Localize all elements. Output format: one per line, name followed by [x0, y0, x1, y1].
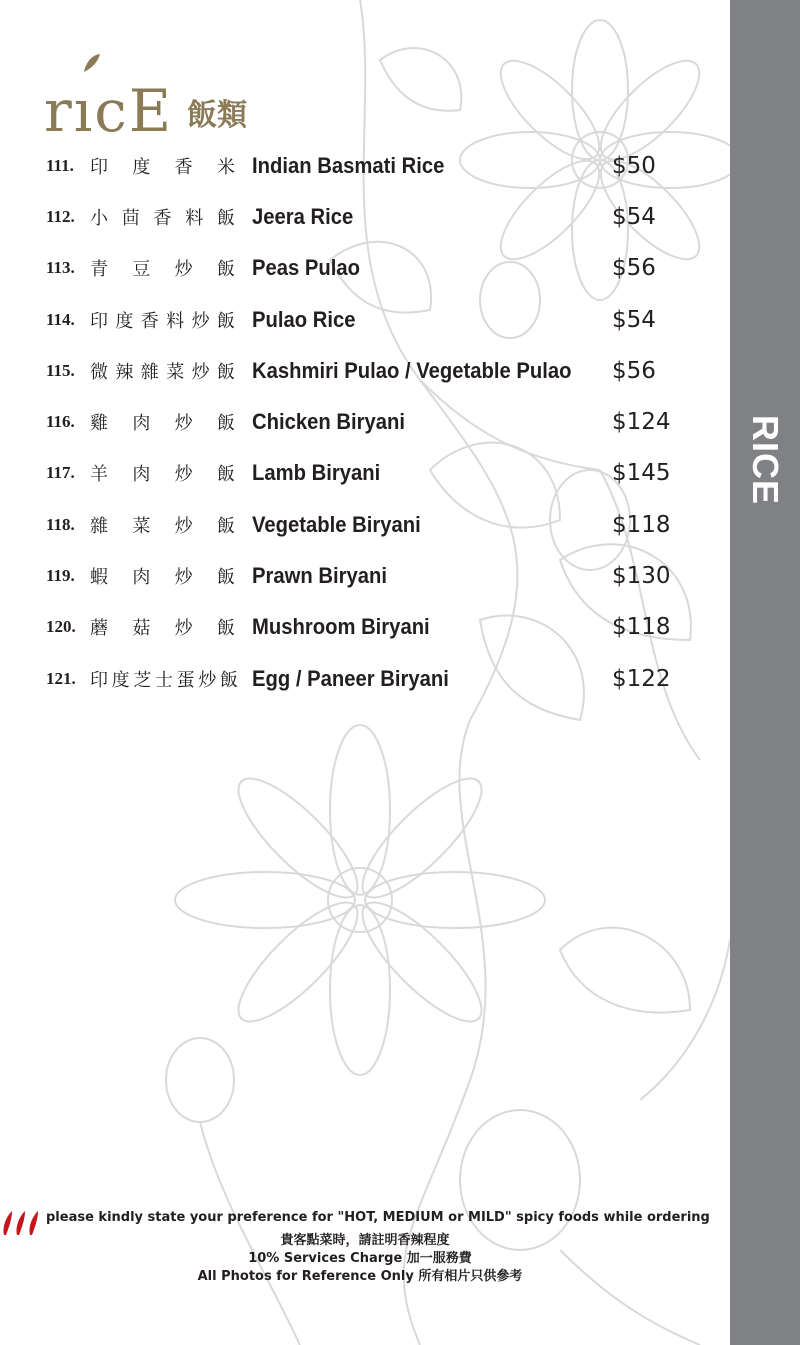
- item-price: $50: [612, 152, 656, 179]
- menu-item: [46, 653, 706, 704]
- menu-item: [46, 191, 706, 242]
- menu-list: [46, 140, 706, 704]
- spicy-preference-note-zh: 貴客點菜時，請註明香辣程度: [280, 1233, 450, 1248]
- item-name-zh: 小茴香料飯: [90, 207, 238, 229]
- menu-item: [46, 396, 706, 447]
- item-name-en: Mushroom Biryani: [252, 614, 430, 640]
- item-name-zh: 微辣雜菜炒飯: [90, 361, 238, 383]
- item-price: $118: [612, 614, 671, 641]
- item-number: 111.: [46, 155, 74, 175]
- item-name-zh: 雜菜炒飯: [90, 515, 238, 537]
- menu-item: [46, 140, 706, 191]
- item-name-zh: 青豆炒飯: [90, 259, 238, 281]
- item-number: 112.: [46, 206, 75, 226]
- title-en: rıcE: [44, 77, 174, 145]
- item-name-en: Egg / Paneer Biryani: [252, 665, 449, 691]
- service-charge-note: 10% Services Charge 加一服務費: [248, 1251, 472, 1266]
- item-number: 116.: [46, 412, 75, 432]
- item-price: $54: [612, 203, 656, 230]
- item-number: 120.: [46, 617, 76, 637]
- item-name-en: Prawn Biryani: [252, 563, 387, 589]
- item-number: 114.: [46, 309, 75, 329]
- menu-item: [46, 550, 706, 601]
- item-name-zh: 蝦肉炒飯: [90, 567, 238, 589]
- item-price: $145: [612, 460, 671, 487]
- item-name-zh: 蘑菇炒飯: [90, 618, 238, 640]
- item-name-en: Vegetable Biryani: [252, 511, 421, 537]
- item-name-en: Jeera Rice: [252, 203, 354, 229]
- item-price: $56: [612, 357, 656, 384]
- item-price: $56: [612, 255, 656, 282]
- menu-item: [46, 345, 706, 396]
- side-tab-label: RICE: [745, 414, 787, 506]
- menu-item: [46, 448, 706, 499]
- item-name-zh: 印度芝士蛋炒飯: [90, 669, 238, 691]
- section-side-tab: [730, 0, 800, 1345]
- item-name-en: Chicken Biryani: [252, 409, 405, 435]
- item-price: $130: [612, 563, 671, 590]
- photos-disclaimer: All Photos for Reference Only 所有相片只供參考: [197, 1269, 523, 1284]
- item-number: 113.: [46, 258, 75, 278]
- menu-item: [46, 499, 706, 550]
- item-price: $124: [612, 409, 671, 436]
- item-name-en: Indian Basmati Rice: [252, 152, 445, 178]
- item-price: $54: [612, 306, 656, 333]
- item-number: 119.: [46, 566, 75, 586]
- title-zh: 飯類: [187, 98, 248, 133]
- menu-item: [46, 294, 706, 345]
- page-title: [44, 70, 248, 145]
- item-name-en: Kashmiri Pulao / Vegetable Pulao: [252, 357, 572, 383]
- item-name-zh: 雞肉炒飯: [90, 413, 238, 435]
- item-price: $122: [612, 665, 671, 692]
- item-name-en: Pulao Rice: [252, 306, 356, 332]
- item-number: 115.: [46, 360, 75, 380]
- item-name-zh: 印度香料炒飯: [90, 310, 238, 332]
- item-name-en: Lamb Biryani: [252, 460, 381, 486]
- item-price: $118: [612, 511, 671, 538]
- item-number: 118.: [46, 514, 75, 534]
- menu-item: [46, 602, 706, 653]
- item-number: 117.: [46, 463, 75, 483]
- menu-item: [46, 243, 706, 294]
- item-name-zh: 印度香米: [90, 156, 238, 178]
- item-number: 121.: [46, 668, 76, 688]
- spicy-preference-note: please kindly state your preference for "HOT, MEDIUM or MILD" spicy foods while ordering: [46, 1210, 710, 1225]
- item-name-zh: 羊肉炒飯: [90, 464, 238, 486]
- item-name-en: Peas Pulao: [252, 255, 360, 281]
- leaf-icon: [82, 52, 102, 74]
